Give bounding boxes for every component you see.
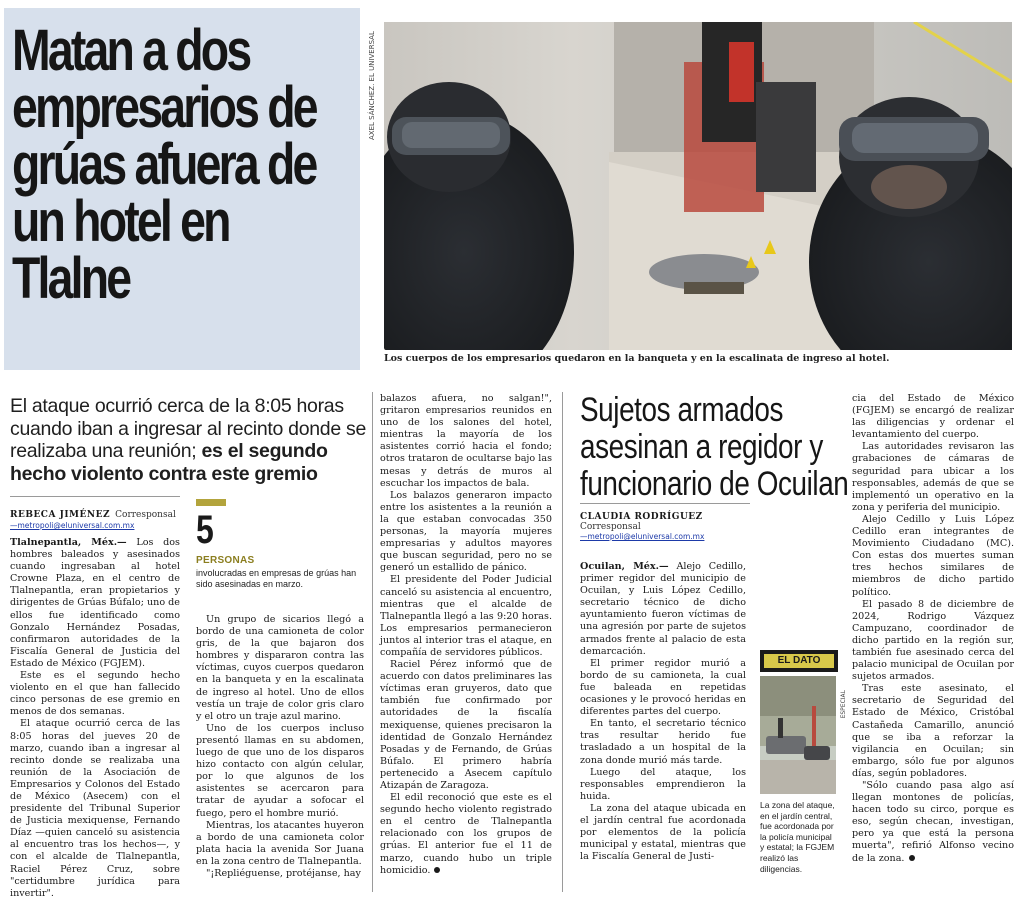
column-divider <box>372 392 373 892</box>
stat-label: PERSONAS <box>196 555 255 566</box>
paragraph <box>852 780 1014 865</box>
byline-role: Corresponsal <box>580 522 641 532</box>
main-photo <box>384 22 1012 350</box>
divider-rule <box>580 503 750 504</box>
byline-name: CLAUDIA RODRÍGUEZ <box>580 512 703 522</box>
plaza-photo-illustration <box>760 676 836 794</box>
el-dato-sidebar <box>760 650 838 884</box>
byline-name: REBECA JIMÉNEZ <box>10 510 111 520</box>
paragraph: La zona del ataque ubicada en el jardín central fue acordonada por elementos de la policía municipal y estatal, mientras que la Fiscalía General de Justi- <box>580 802 746 863</box>
deck-bold-text: es el segundo hecho violento contra este gremio <box>10 440 328 485</box>
el-dato-tag <box>760 650 838 672</box>
paragraph: Tras este asesinato, el secretario de Seguridad del Estado de México, Cristóbal Castañeda Camarillo, anunció que se iba a reforzar la vigilancia en Ocuilan; sin embargo, sólo fue por algunos días, según pobladores. <box>852 683 1014 779</box>
story1-column-1 <box>10 537 180 900</box>
byline <box>10 502 190 530</box>
byline-email-link[interactable]: —metropoli@eluniversal.com.mx <box>10 521 135 530</box>
story2-column-2 <box>852 393 1014 865</box>
paragraph <box>380 792 552 877</box>
end-mark-icon <box>434 867 440 873</box>
byline-email-link[interactable]: —metropoli@eluniversal.com.mx <box>580 532 705 541</box>
paragraph-text: El edil reconoció que este es el segundo hecho violento registrado en el centro de Tlalnepantla relacionado con los grupos de grúas. El anterior fue el 11 de marzo, cuando hubo un triple homicidio. <box>380 792 552 876</box>
dateline: Tlalnepantla, Méx.— <box>10 537 127 548</box>
story1-column-3 <box>380 393 552 877</box>
el-dato-photo <box>760 676 836 794</box>
divider-rule <box>10 496 180 497</box>
deck-regular-text: El ataque ocurrió cerca de la 8:05 horas cuando iban a ingresar al recinto donde se realizaba una reunión; <box>10 395 366 462</box>
paragraph: El presidente del Poder Judicial canceló su asistencia al encuentro, mientras que el alcalde de Tlalnepantla llegó a las 9:20 horas. Los empresarios permanecieron juntos al interior tras el ataque, en compañía de servidores públicos. <box>380 574 552 658</box>
paragraph: cia del Estado de México (FGJEM) se encargó de realizar las diligencias y ordenar el levantamiento del cuerpo. <box>852 393 1014 441</box>
paragraph-text: "Sólo cuando pasa algo así llegan montones de policías, hacen todo su circo, porque es eso, según checan, investigan, pero ya que está la persona muerta", refirió Alfonso vecino de la zona. <box>852 780 1014 864</box>
dateline: Ocuilan, Méx.— <box>580 561 669 572</box>
el-dato-label: EL DATO <box>764 654 834 668</box>
stat-number: 5 <box>196 508 214 552</box>
stat-description: involucradas en empresas de grúas han sido asesinadas en marzo. <box>196 568 357 589</box>
paragraph: balazos afuera, no salgan!", gritaron empresarios reunidos en uno de los salones del hotel, mientras la mayoría de los asistentes corrió hacia el fondo; otros trataron de ocultarse bajo las mesas y detrás de muros al escuchar los impactos de bala. <box>380 393 552 489</box>
paragraph: El primer regidor murió a bordo de su camioneta, la cual fue baleada en repetidas ocasiones y le provocó heridas en diferentes partes del cuerpo. <box>580 657 746 718</box>
paragraph <box>580 561 746 658</box>
paragraph: En tanto, el secretario técnico tras resultar herido fue trasladado a un hospital de la zona donde murió más tarde. <box>580 718 746 766</box>
el-dato-credit: ESPECIAL <box>840 690 847 719</box>
paragraph <box>10 537 180 670</box>
paragraph: El ataque ocurrió cerca de las 8:05 horas del jueves 20 de marzo, cuando iban a ingresar al recinto donde se realizaba una reunión de la Asociación de Empresarios y Colonos del Estado de México (Asecem) con el presidente del Tribunal Superior de Justicia mexiquense, Fernando Díaz —quien canceló su asistencia al encuentro tras los hechos—, y con el alcalde de Tlalnepantla, Raciel Pérez Cruz, sobre "certidumbre jurídica para invertir". <box>10 718 180 899</box>
el-dato-text: La zona del ataque, en el jardín central, fue acordonada por la policía municipal y estatal; la FGJEM realizó las diligencias. <box>760 800 835 874</box>
story2-column-1 <box>580 561 746 863</box>
paragraph: Raciel Pérez informó que de acuerdo con datos preliminares las víctimas eran gruyeros, dato que también fue confirmado por autoridades de la fiscalía mexiquense, quienes precisaron la identidad de Gonzalo Hernández Posadas y de Fernando, de Grúas Búfalo. El primero habría pertenecido a Asecem capítulo Atizapán de Zaragoza. <box>380 659 552 791</box>
paragraph: Este es el segundo hecho violento en el que han fallecido cinco personas de ese gremio en menos de dos semanas. <box>10 670 180 718</box>
paragraph: Las autoridades revisaron las grabaciones de cámaras de seguridad para ubicar a los responsables, además de que se implementó un operativo en la zona y periferia del municipio. <box>852 441 1014 513</box>
paragraph: Uno de los cuerpos incluso presentó llamas en su abdomen, luego de que uno de los disparos hizo contacto con algún celular, por lo que algunos de los asistentes se acercaron para tratar de ayudar a sofocar el fuego, pero el hombre murió. <box>196 722 364 819</box>
paragraph: "¡Repliéguense, protéjanse, hay <box>206 867 361 879</box>
paragraph: El pasado 8 de diciembre de 2024, Rodrigo Vázquez Campuzano, coordinador de dicho partido en la región sur, también fue asesinado cerca del palacio municipal de Ocuilan por sujetos armados. <box>852 598 1014 683</box>
paragraph-text: Alejo Cedillo, primer regidor del municipio de Ocuilan, y Luis López Cedillo, secretario técnico de dicho ayuntamiento fueron víctimas de una agresión por parte de sujetos armados frente al palacio de esta demarcación. <box>580 561 747 657</box>
paragraph: Luego del ataque, los responsables emprendieron la huida. <box>580 766 746 802</box>
byline-role: Corresponsal <box>115 510 176 520</box>
story1-column-2 <box>196 614 364 880</box>
paragraph: Alejo Cedillo y Luis López Cedillo eran integrantes de Movimiento Ciudadano (MC). Con estas dos muertes suman tres hechos similares de miembros de dicho partido político. <box>852 513 1014 598</box>
photo-caption: Los cuerpos de los empresarios quedaron en la banqueta y en la escalinata de ingreso al hotel. <box>384 353 890 364</box>
paragraph: Los balazos generaron impacto entre los asistentes a la reunión a la que estaban convocadas 350 personas, la mayoría mujeres empresarias y adultos mayores que buscan seguridad, pero no se generó un estallido de pánico. <box>380 489 552 574</box>
main-headline: Matan a dos empresarios de grúas afuera de un hotel en Tlalne <box>12 18 316 311</box>
secondary-headline: Sujetos armados asesinan a regidor y funcionario de Ocuilan <box>580 391 849 503</box>
stat-accent-bar <box>196 499 226 506</box>
story-deck <box>10 395 370 485</box>
paragraph: Mientras, los atacantes huyeron a bordo de una camioneta color plata hacia la avenida Sor Juana en la zona centro de Tlalnepantla. <box>196 819 364 867</box>
byline <box>580 512 760 541</box>
end-mark-icon <box>909 855 915 861</box>
paragraph-text: Los dos hombres baleados y asesinados cuando ingresaban al hotel Crowne Plaza, en el centro de Tlalnepantla, eran propietarios y dirigentes de Grúas Búfalo; uno de ellos fue identificado como Gonzalo Hernández Posadas, confirmaron autoridades de la Fiscalía General de Justicia del Estado de México (FGJEM). <box>10 537 180 669</box>
crime-scene-photo-illustration <box>384 22 1012 350</box>
column-divider <box>562 392 563 892</box>
paragraph: Un grupo de sicarios llegó a bordo de una camioneta de color gris, de la que bajaron dos hombres y dispararon contra las víctimas, cuyos cuerpos quedaron en la banqueta y en la escalinata de ingreso al hotel. Uno de ellos vestía un traje de color gris claro y el otro un traje azul marino. <box>196 614 364 722</box>
photo-credit: AXEL SÁNCHEZ. EL UNIVERSAL <box>368 31 376 140</box>
headline-box <box>4 8 360 370</box>
